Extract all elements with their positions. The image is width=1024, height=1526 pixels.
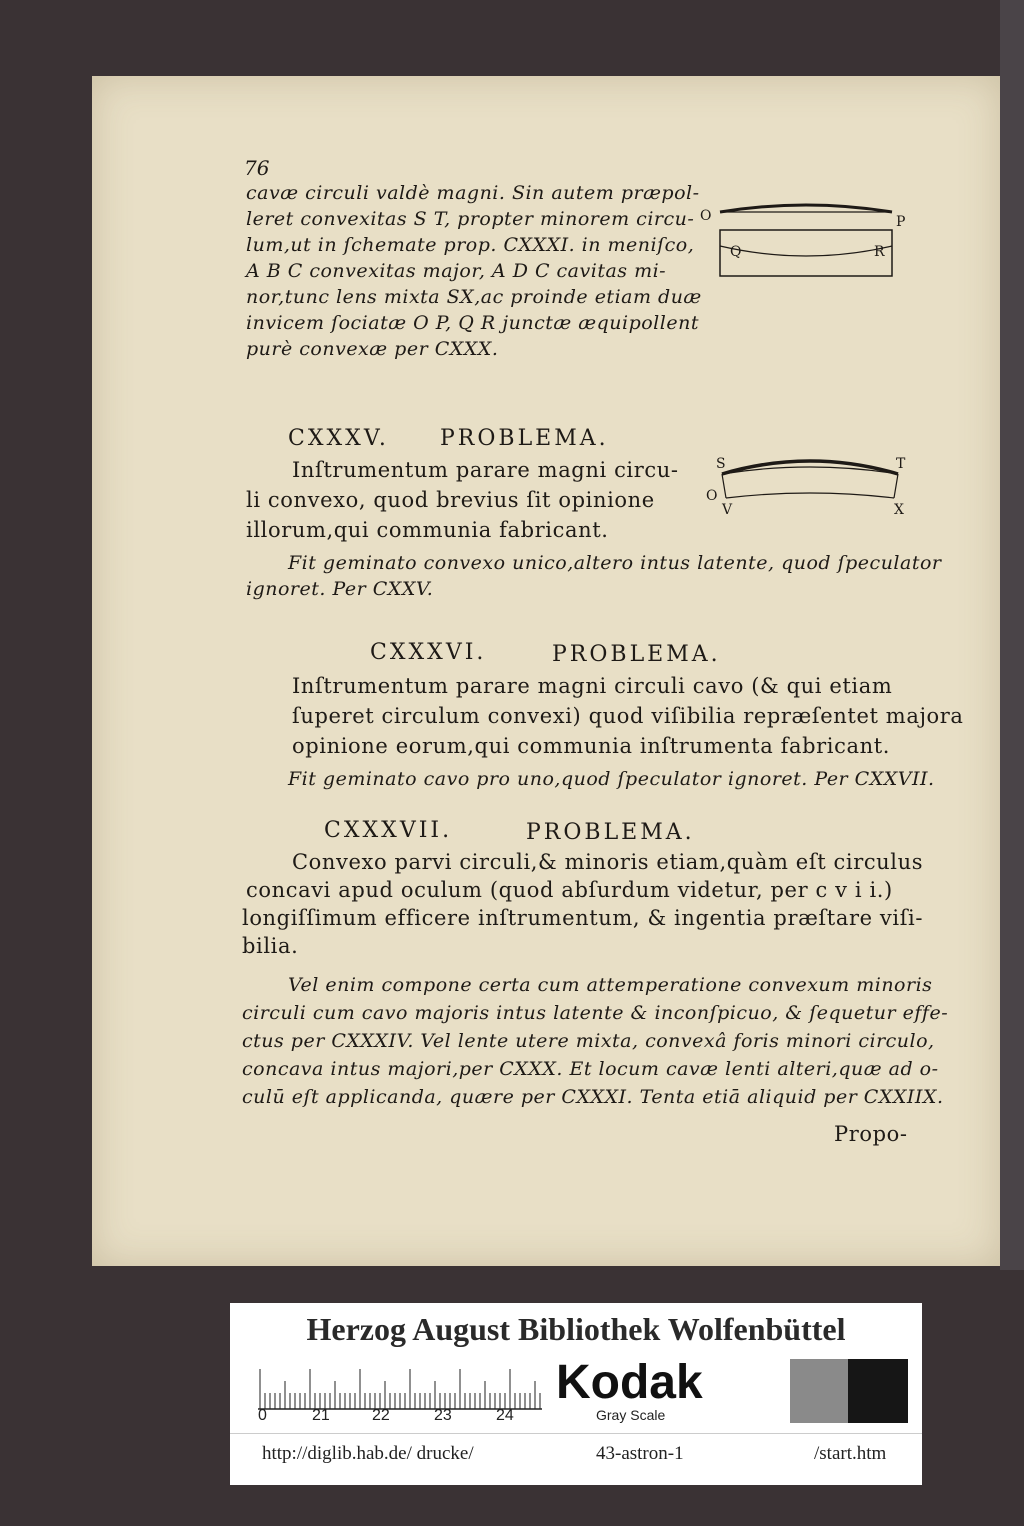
text-line: li convexo, quod brevius ſit opinione (246, 488, 655, 512)
ruler-number: 23 (434, 1407, 452, 1424)
figure-label: X (894, 502, 904, 518)
lens-figure-st-vx (698, 450, 918, 522)
text-line: cavæ circuli valdè magni. Sin autem præpol- (246, 182, 700, 204)
text-line: longiſſimum efficere inſtrumentum, & ingentia præſtare viſi- (242, 906, 924, 930)
ruler-number: 24 (496, 1407, 514, 1424)
kodak-logo: Kodak (556, 1356, 703, 1409)
ruler-number: 0 (258, 1407, 267, 1424)
text-line: bilia. (242, 934, 299, 958)
text-line: concava intus majori,per CXXX. Et locum cavæ lenti alteri,quæ ad o- (242, 1058, 939, 1080)
url-left: http://diglib.hab.de/ drucke/ (262, 1443, 474, 1464)
card-divider (230, 1433, 922, 1434)
figure-label: S (716, 456, 726, 472)
section-heading-number: CXXXVI. (370, 640, 487, 665)
text-line: ignoret. Per CXXV. (246, 578, 434, 600)
figure-label: R (874, 244, 885, 260)
text-line: opinione eorum,qui communia inſtrumenta fabricant. (292, 734, 891, 758)
figure-label: O (706, 488, 718, 504)
adjacent-page-edge (1000, 0, 1024, 1270)
figure-label: P (896, 214, 906, 230)
text-line: illorum,qui communia fabricant. (246, 518, 609, 542)
text-line: Convexo parvi circuli,& minoris etiam,quàm eſt circulus (292, 850, 924, 874)
text-line: Fit geminato convexo unico,altero intus latente, quod ſpeculator (288, 552, 942, 574)
section-heading-label: PROBLEMA. (440, 426, 609, 451)
text-line: ctus per CXXXIV. Vel lente utere mixta, convexâ foris minori circulo, (242, 1030, 935, 1052)
text-line: concavi apud oculum (quod abſurdum videtur, per c v i i.) (246, 878, 893, 902)
catchword: Propo- (834, 1122, 908, 1146)
library-name: Herzog August Bibliothek Wolfenbüttel (306, 1311, 846, 1347)
text-line: nor,tunc lens mixta SX,ac proinde etiam duæ (246, 286, 702, 308)
text-line: Fit geminato cavo pro uno,quod ſpeculator ignoret. Per CXXVII. (288, 768, 935, 790)
ruler-number: 21 (312, 1407, 330, 1424)
text-line: A B C convexitas major, A D C cavitas mi- (246, 260, 667, 282)
text-line: leret convexitas S T, propter minorem circu- (246, 208, 695, 230)
gray-scale-label: Gray Scale (596, 1407, 666, 1423)
text-line: invicem ſociatæ O P, Q R junctæ æquipollent (246, 312, 699, 334)
url-right: /start.htm (814, 1443, 887, 1464)
ruler-number: 22 (372, 1407, 390, 1424)
text-line: culū eſt applicanda, quære per CXXXI. Tenta etiā aliquid per CXXIIX. (242, 1086, 944, 1108)
lens-figure-op-qr (698, 192, 918, 302)
figure-label: T (896, 456, 906, 472)
text-line: Vel enim compone certa cum attemperatione convexum minoris (288, 974, 933, 996)
book-page (92, 76, 1000, 1266)
gray-patch-dark (848, 1359, 908, 1423)
section-heading-number: CXXXVII. (324, 818, 453, 843)
gray-patch-mid (790, 1359, 848, 1423)
section-heading-label: PROBLEMA. (526, 820, 695, 845)
text-line: ſuperet circulum convexi) quod viſibilia repræſentet majora (292, 704, 964, 728)
text-line: lum,ut in ſchemate prop. CXXXI. in meniſco, (246, 234, 695, 256)
figure-label: V (722, 502, 733, 518)
text-line: purè convexæ per CXXX. (246, 338, 499, 360)
text-line: circuli cum cavo majoris intus latente & inconſpicuo, & ſequetur effe- (242, 1002, 949, 1024)
section-heading-number: CXXXV. (288, 426, 389, 451)
page-number: 76 (244, 156, 270, 180)
figure-label: Q (730, 244, 742, 260)
url-id: 43-astron-1 (596, 1443, 684, 1464)
ruler-scale (258, 1361, 542, 1411)
text-line: Inſtrumentum parare magni circuli cavo (& qui etiam (292, 674, 893, 698)
section-heading-label: PROBLEMA. (552, 642, 721, 667)
figure-label: O (700, 208, 712, 224)
text-line: Inſtrumentum parare magni circu- (292, 458, 679, 482)
library-color-card (230, 1303, 922, 1485)
